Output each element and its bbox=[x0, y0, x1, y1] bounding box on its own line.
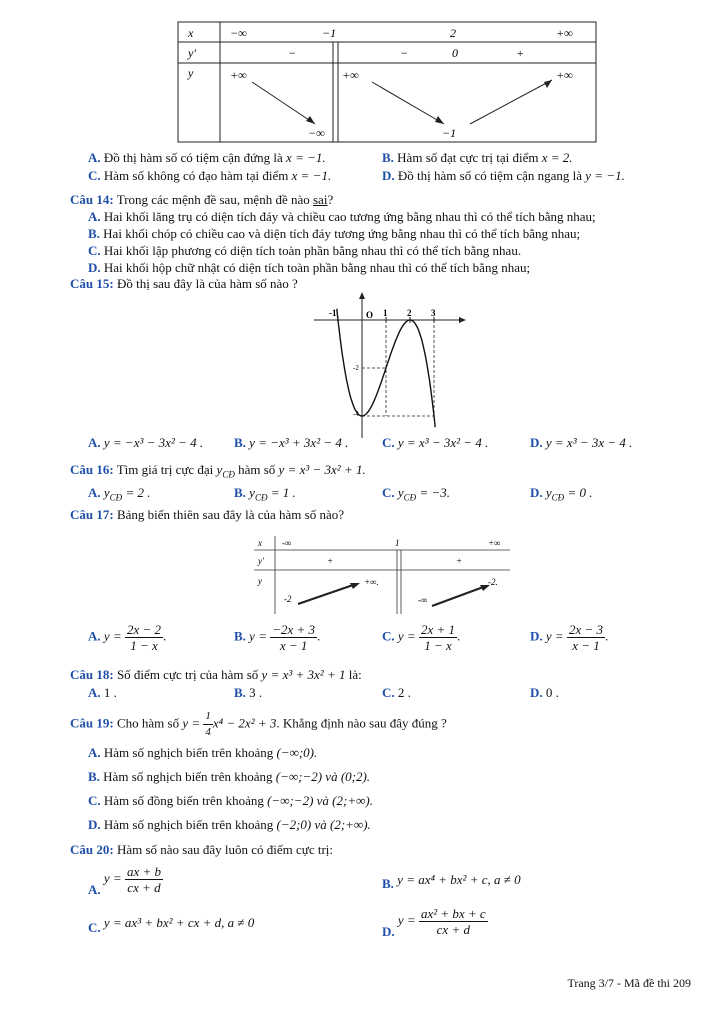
q18-option-b[interactable]: B. 3 . bbox=[234, 685, 263, 700]
table2-yp-1: + bbox=[327, 556, 334, 566]
q16-option-c[interactable]: C. $y_{CĐ} = -3$. bbox=[382, 485, 450, 503]
q15-option-a[interactable]: A. y = −x³ − 3x² − 4 . bbox=[88, 435, 204, 450]
q17-option-a[interactable]: A. y = $\frac{2x - 2}{1 - x}$ . bbox=[88, 622, 167, 653]
table1-yp: y' bbox=[188, 46, 196, 60]
q14-option-a[interactable]: A. Hai khối lăng trụ có diện tích đáy và chiều cao tương ứng bằng nhau thì có thể tích bằng nhau; bbox=[88, 209, 596, 224]
table2-y: y bbox=[258, 576, 262, 586]
q15-option-b[interactable]: B. y = −x³ + 3x² − 4 . bbox=[234, 435, 349, 450]
q20-stem: Câu 20: Hàm số nào sau đây luôn có điểm cực trị: bbox=[70, 842, 334, 857]
table2-x-1: 1 bbox=[395, 538, 400, 548]
q15-tick-m1: -1 bbox=[329, 308, 337, 318]
table2-y-c: -∞ bbox=[418, 595, 428, 605]
q14-option-c[interactable]: C. Hai khối lập phương có diện tích toàn phần bằng nhau thì có thể tích bằng nhau. bbox=[88, 243, 522, 258]
table2-y-a: -2 bbox=[284, 594, 292, 604]
table1-y-c: +∞ bbox=[342, 68, 359, 82]
q15-tick-ym2: -2 bbox=[353, 364, 359, 372]
table1-x-m1: −1 bbox=[322, 26, 337, 40]
q17-stem: Câu 17: Bảng biến thiên sau đây là của hàm số nào? bbox=[70, 507, 345, 522]
q19-stem: Câu 19: Cho hàm số y = $\frac{1}{4}$ x⁴ − 2x² + 3. Khẳng định nào sau đây đúng ? bbox=[70, 710, 447, 738]
q15-tick-2: 2 bbox=[407, 308, 412, 318]
q15-function-graph bbox=[310, 290, 470, 440]
q15-stem: Câu 15: Đồ thị sau đây là của hàm số nào ? bbox=[70, 276, 298, 291]
q15-tick-3: 3 bbox=[431, 308, 436, 318]
q18-stem: Câu 18: Số điểm cực trị của hàm số y = x³ + 3x² + 1 là: bbox=[70, 667, 362, 682]
table2-x-neginf: -∞ bbox=[282, 538, 292, 548]
variation-table-1 bbox=[0, 0, 725, 150]
table1-y-d: −1 bbox=[442, 126, 457, 140]
q19-option-c[interactable]: C. Hàm số đồng biến trên khoảng (−∞;−2) và (2;+∞). bbox=[88, 793, 373, 808]
table1-x: x bbox=[188, 26, 194, 40]
table1-yp-4: + bbox=[516, 46, 525, 60]
q17-option-d[interactable]: D. y = $\frac{2x - 3}{x - 1}$ . bbox=[530, 622, 609, 653]
q15-tick-o: O bbox=[366, 310, 374, 320]
table1-y: y bbox=[188, 66, 194, 80]
q20-option-b[interactable]: B. y = ax⁴ + bx² + c, a ≠ 0 bbox=[382, 872, 521, 891]
q14-option-d[interactable]: D. Hai khối hộp chữ nhật có diện tích toàn phần bằng nhau thì có thể tích bằng nhau; bbox=[88, 260, 531, 275]
q15-tick-ym4: -4 bbox=[353, 410, 359, 418]
table1-x-neginf: −∞ bbox=[230, 26, 247, 40]
q15-option-c[interactable]: C. y = x³ − 3x² − 4 . bbox=[382, 435, 489, 450]
q15-tick-1: 1 bbox=[383, 308, 388, 318]
q16-stem: Câu 16: Tìm giá trị cực đại $y_{CĐ}$ hàm số y = x³ − 3x² + 1. bbox=[70, 462, 366, 480]
q13-option-b[interactable]: B. Hàm số đạt cực trị tại điểm x = 2. bbox=[382, 150, 573, 165]
table1-y-e: +∞ bbox=[556, 68, 573, 82]
table1-y-a: +∞ bbox=[230, 68, 247, 82]
q14-option-b[interactable]: B. Hai khối chóp có chiều cao và diện tích đáy tương ứng bằng nhau thì có thể tích bằng nhau; bbox=[88, 226, 581, 241]
q19-option-a[interactable]: A. Hàm số nghịch biến trên khoảng (−∞;0). bbox=[88, 745, 318, 760]
table2-yp: y' bbox=[258, 556, 264, 566]
q17-option-b[interactable]: B. y = $\frac{-2x + 3}{x - 1}$ . bbox=[234, 622, 321, 653]
q19-option-d[interactable]: D. Hàm số nghịch biến trên khoảng (−2;0) và (2;+∞). bbox=[88, 817, 371, 832]
q20-option-d[interactable]: D. y = $\frac{\text{ax² + bx + c}}{cx + d}$ bbox=[382, 906, 486, 940]
table2-yp-2: + bbox=[456, 556, 463, 566]
table1-y-b: −∞ bbox=[308, 126, 325, 140]
q20-option-a[interactable]: A. y = $\frac{ax + b}{cx + d}$ bbox=[88, 864, 161, 898]
q18-option-d[interactable]: D. 0 . bbox=[530, 685, 559, 700]
q16-option-d[interactable]: D. $y_{CĐ} = 0$ . bbox=[530, 485, 593, 503]
table2-y-d: -2. bbox=[488, 577, 498, 587]
variation-table-2 bbox=[0, 530, 725, 620]
table1-x-2: 2 bbox=[450, 26, 456, 40]
q13-option-d[interactable]: D. Đồ thị hàm số có tiệm cận ngang là y = −1. bbox=[382, 168, 625, 183]
table2-x-posinf: +∞ bbox=[488, 538, 501, 548]
q18-option-a[interactable]: A. 1 . bbox=[88, 685, 117, 700]
table1-yp-3: 0 bbox=[452, 46, 458, 60]
q20-option-c[interactable]: C. y = ax³ + bx² + cx + d, a ≠ 0 bbox=[88, 915, 255, 935]
q14-stem: Câu 14: Trong các mệnh đề sau, mệnh đề nào sai? bbox=[70, 192, 334, 207]
page-footer: Trang 3/7 - Mã đề thi 209 bbox=[567, 976, 691, 990]
q19-option-b[interactable]: B. Hàm số nghịch biến trên khoảng (−∞;−2) và (0;2). bbox=[88, 769, 371, 784]
q16-option-b[interactable]: B. $y_{CĐ} = 1$ . bbox=[234, 485, 296, 503]
q16-option-a[interactable]: A. $y_{CĐ} = 2$ . bbox=[88, 485, 151, 503]
table2-x: x bbox=[258, 538, 262, 548]
q13-option-c[interactable]: C. Hàm số không có đạo hàm tại điểm x = −1. bbox=[88, 168, 332, 183]
table1-x-posinf: +∞ bbox=[556, 26, 573, 40]
q18-option-c[interactable]: C. 2 . bbox=[382, 685, 411, 700]
q13-option-a[interactable]: A. Đồ thị hàm số có tiệm cận đứng là x = −1. bbox=[88, 150, 326, 165]
q15-option-d[interactable]: D. y = x³ − 3x − 4 . bbox=[530, 435, 633, 450]
table1-yp-2: − bbox=[400, 46, 409, 60]
table1-yp-1: − bbox=[288, 46, 297, 60]
q17-option-c[interactable]: C. y = $\frac{2x + 1}{1 - x}$ . bbox=[382, 622, 461, 653]
table2-y-b: +∞. bbox=[364, 577, 379, 587]
